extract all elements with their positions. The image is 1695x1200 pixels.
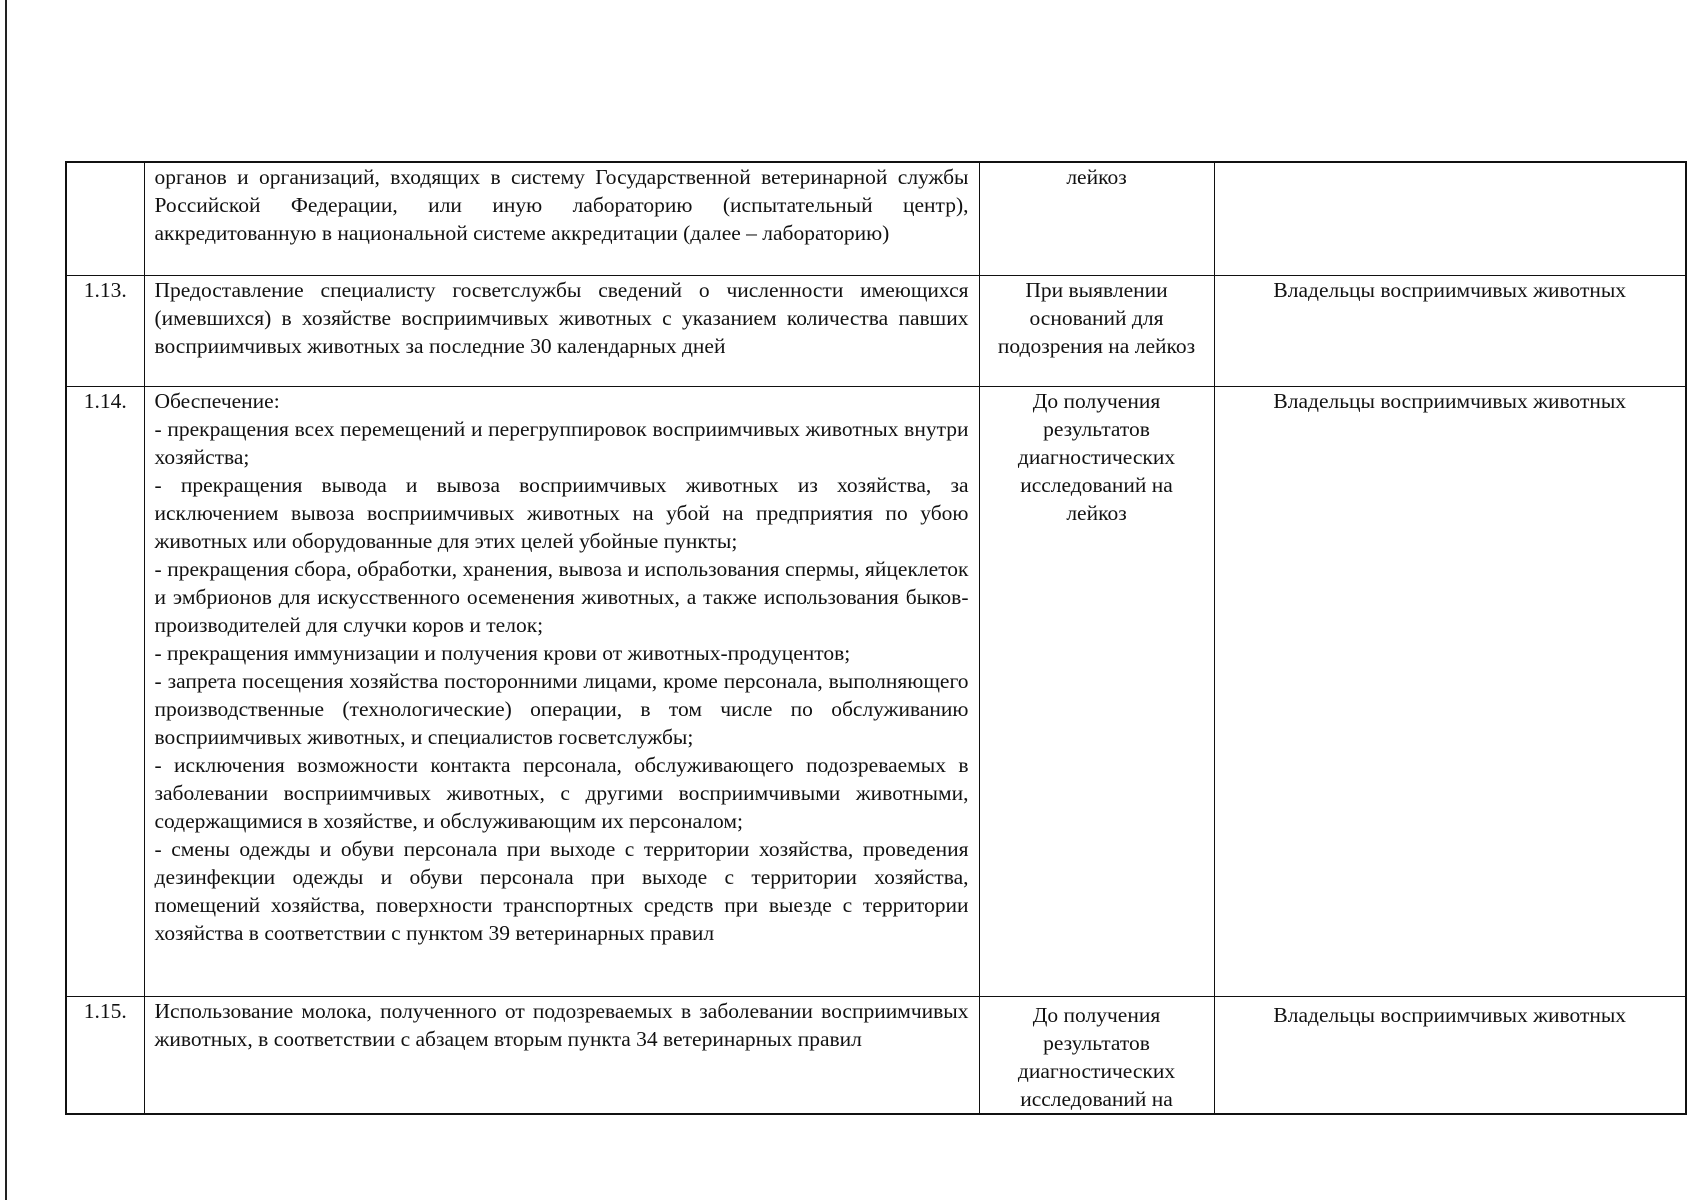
measure-paragraph: - прекращения иммунизации и получения крови от животных-продуцентов; (154, 641, 851, 665)
measure-paragraph: Предоставление специалисту госветслужбы сведений о численности имеющихся (имевшихся) в хозяйстве восприимчивых животных с указанием количества павших восприимчивых животных за последние 30 календарных дней (154, 278, 969, 358)
measure-description (144, 997, 979, 1115)
deadline-cell: лейкоз (979, 162, 1214, 276)
measure-paragraph: Использование молока, полученного от подозреваемых в заболевании восприимчивых животных, в соответствии с абзацем вторым пункта 34 ветеринарных правил (154, 999, 969, 1051)
row-number (66, 162, 144, 276)
table-row (66, 162, 1686, 276)
responsible-cell: Владельцы восприимчивых животных (1214, 276, 1686, 387)
measures-table (65, 161, 1687, 1115)
deadline-cell: При выявлении оснований для подозрения на лейкоз (979, 276, 1214, 387)
deadline-cell: До получения результатов диагностических исследований на (979, 997, 1214, 1115)
responsible-cell: Владельцы восприимчивых животных (1214, 387, 1686, 997)
row-number: 1.14. (66, 387, 144, 997)
deadline-cell: До получения результатов диагностических исследований на лейкоз (979, 387, 1214, 997)
measure-paragraph: органов и организаций, входящих в систему Государственной ветеринарной службы Российской Федерации, или иную лабораторию (испытательный центр), аккредитованную в национальной системе аккредитации (далее – лабораторию) (154, 165, 969, 245)
measure-paragraph: - прекращения всех перемещений и перегруппировок восприимчивых животных внутри хозяйства; (154, 417, 969, 469)
measure-description (144, 276, 979, 387)
measure-paragraph: - прекращения сбора, обработки, хранения, вывоза и использования спермы, яйцеклеток и эмбрионов для искусственного осеменения животных, а также использования быков-производителей для случки коров и телок; (154, 557, 969, 637)
table-row (66, 997, 1686, 1115)
responsible-cell (1214, 162, 1686, 276)
measure-paragraph: - запрета посещения хозяйства посторонними лицами, кроме персонала, выполняющего производственные (технологические) операции, в том числе по обслуживанию восприимчивых животных, и специалистов госветслужбы; (154, 669, 969, 749)
measure-paragraph: - смены одежды и обуви персонала при выходе с территории хозяйства, проведения дезинфекции одежды и обуви персонала при выходе с территории хозяйства, помещений хозяйства, поверхности транспортных средств при выезде с территории хозяйства в соответствии с пунктом 39 ветеринарных правил (154, 837, 969, 945)
measure-description (144, 162, 979, 276)
responsible-cell: Владельцы восприимчивых животных (1214, 997, 1686, 1115)
measure-paragraph: Обеспечение: (154, 389, 280, 413)
row-number: 1.13. (66, 276, 144, 387)
measure-description (144, 387, 979, 997)
row-number: 1.15. (66, 997, 144, 1115)
table-row (66, 276, 1686, 387)
measure-paragraph: - прекращения вывода и вывоза восприимчивых животных из хозяйства, за исключением вывоза восприимчивых животных на убой на предприятия по убою животных или оборудованные для этих целей убойные пункты; (154, 473, 969, 553)
page-left-edge (5, 0, 7, 1200)
measure-paragraph: - исключения возможности контакта персонала, обслуживающего подозреваемых в заболевании восприимчивых животных, с другими восприимчивыми животными, содержащимися в хозяйстве, и обслуживающим их персоналом; (154, 753, 969, 833)
table-row (66, 387, 1686, 997)
